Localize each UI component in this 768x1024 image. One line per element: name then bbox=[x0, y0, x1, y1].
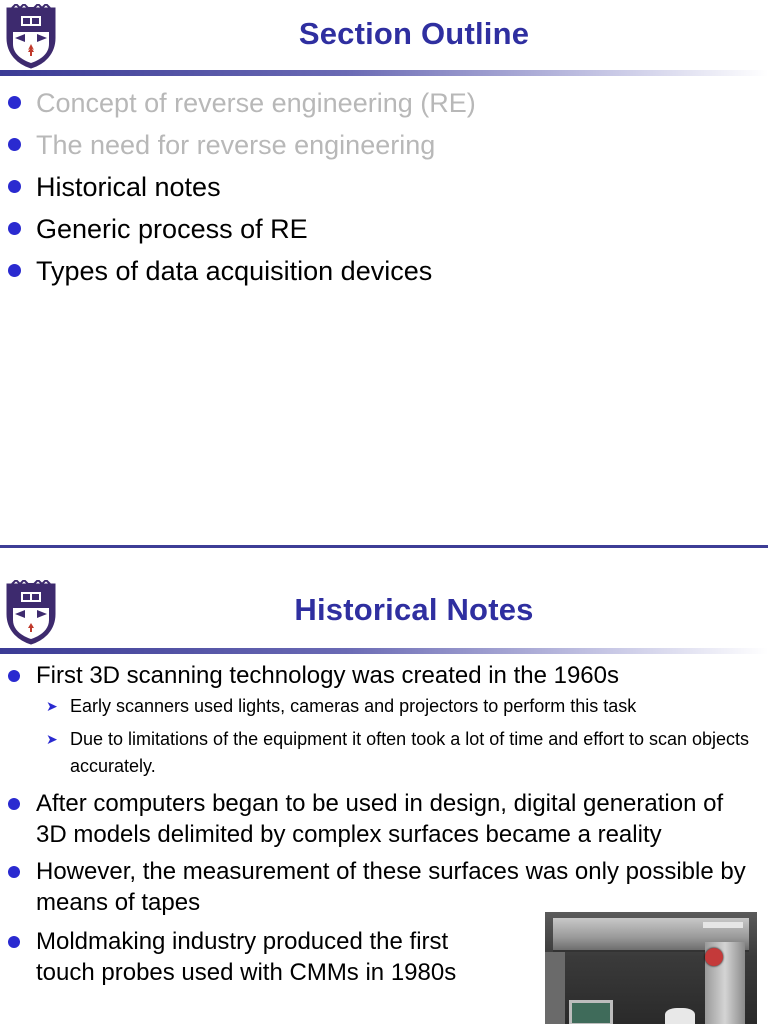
sub-note-text: Due to limitations of the equipment it often took a lot of time and effort to scan objects accurately. bbox=[70, 729, 750, 776]
photo-screen bbox=[569, 1000, 613, 1024]
sub-note-list bbox=[0, 693, 768, 780]
outline-item bbox=[0, 208, 768, 250]
note-item bbox=[0, 660, 768, 691]
bullet-dot-icon bbox=[8, 264, 21, 277]
bullet-dot-icon bbox=[8, 138, 21, 151]
bullet-dot-icon bbox=[8, 798, 20, 810]
outline-item-text: Generic process of RE bbox=[36, 214, 308, 244]
outline-list bbox=[0, 82, 768, 292]
bullet-dot-icon bbox=[8, 180, 21, 193]
note-item-text: After computers began to be used in design, digital generation of 3D models delimited by complex surfaces became a reality bbox=[36, 790, 724, 848]
outline-item-text: Concept of reverse engineering (RE) bbox=[36, 88, 476, 118]
university-crest-icon bbox=[4, 580, 58, 646]
slide-historical-notes bbox=[0, 576, 768, 1024]
outline-item-text: Types of data acquisition devices bbox=[36, 256, 433, 286]
note-item-text: However, the measurement of these surfaces was only possible by means of tapes bbox=[36, 858, 746, 916]
slide-title: Historical Notes bbox=[294, 592, 534, 627]
cmm-machine-photo bbox=[545, 912, 757, 1024]
arrowhead-icon: ➤ bbox=[46, 698, 58, 714]
title-divider bbox=[0, 648, 768, 654]
university-crest-icon bbox=[4, 4, 58, 70]
outline-item bbox=[0, 124, 768, 166]
note-item bbox=[0, 856, 768, 918]
outline-item bbox=[0, 82, 768, 124]
bullet-dot-icon bbox=[8, 866, 20, 878]
photo-beam-label bbox=[703, 922, 743, 928]
note-item-text: First 3D scanning technology was created in the 1960s bbox=[36, 662, 619, 689]
outline-item-text: The need for reverse engineering bbox=[36, 130, 436, 160]
bullet-dot-icon bbox=[8, 222, 21, 235]
slide-title: Section Outline bbox=[298, 16, 530, 51]
sub-note-text: Early scanners used lights, cameras and projectors to perform this task bbox=[70, 696, 637, 716]
sub-note-item bbox=[0, 726, 768, 780]
photo-knob bbox=[705, 948, 723, 966]
outline-item bbox=[0, 166, 768, 208]
slide-separator bbox=[0, 545, 768, 548]
bullet-dot-icon bbox=[8, 670, 20, 682]
title-divider bbox=[0, 70, 768, 76]
bullet-dot-icon bbox=[8, 936, 20, 948]
note-item bbox=[0, 788, 768, 850]
photo-object bbox=[665, 1008, 695, 1024]
note-item bbox=[0, 926, 500, 988]
arrowhead-icon: ➤ bbox=[46, 731, 58, 747]
bullet-dot-icon bbox=[8, 96, 21, 109]
outline-item-text: Historical notes bbox=[36, 172, 221, 202]
photo-panel bbox=[545, 952, 565, 1024]
outline-item bbox=[0, 250, 768, 292]
sub-note-item bbox=[0, 693, 768, 720]
note-item-text: Moldmaking industry produced the first touch probes used with CMMs in 1980s bbox=[36, 928, 457, 986]
